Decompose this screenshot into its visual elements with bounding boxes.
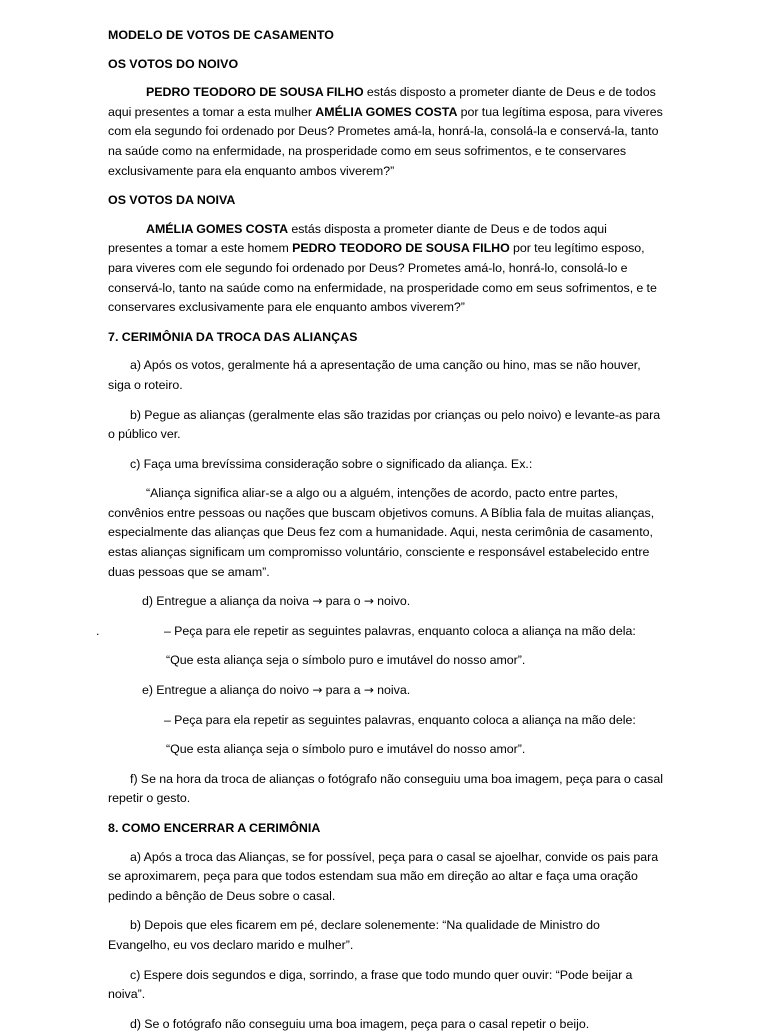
- bride-vows-heading: OS VOTOS DA NOIVA: [108, 193, 236, 208]
- item-d-text-post: noivo.: [373, 594, 411, 609]
- section-8-item-d: d) Se o fotógrafo não conseguiu uma boa imagem, peça para o casal repetir o beijo.: [130, 1016, 590, 1031]
- right-arrow-icon: →: [363, 683, 374, 698]
- section-7-item-d-words: “Que esta aliança seja o símbolo puro e imutável do nosso amor”.: [166, 653, 526, 668]
- section-8-item-a: a) Após a troca das Alianças, se for possível, peça para o casal se ajoelhar, convide os pais para se aproximarem, peça para que todos estendam sua mão em direção ao altar e faça uma oração pedindo a bênção de Deus sobre o casal.: [108, 849, 659, 903]
- bride-name: AMÉLIA GOMES COSTA: [146, 221, 289, 236]
- groom-name: PEDRO TEODORO DE SOUSA FILHO: [146, 85, 364, 100]
- section-7-item-e-dash: – Peça para ela repetir as seguintes palavras, enquanto coloca a aliança na mão dele:: [164, 712, 636, 727]
- item-e-text-pre: e) Entregue a aliança do noivo: [142, 683, 313, 698]
- bride-vow-text-part1: estás disposta a prometer diante de Deus e de todos aqui presentes a tomar a este homem: [108, 221, 607, 256]
- section-8-item-c: c) Espere dois segundos e diga, sorrindo, a frase que todo mundo quer ouvir: “Pode beijar a noiva”.: [108, 967, 633, 1002]
- right-arrow-icon: →: [312, 594, 323, 609]
- section-7-item-d-dash-row: [96, 622, 664, 642]
- bride-name-inline: AMÉLIA GOMES COSTA: [315, 104, 458, 119]
- item-e-text-mid: para a: [322, 683, 364, 698]
- item-d-text-pre: d) Entregue a aliança da noiva: [142, 594, 313, 609]
- groom-vows-heading: OS VOTOS DO NOIVO: [108, 56, 239, 71]
- groom-vow-text-part1: estás disposto a prometer diante de Deus e de todos aqui presentes a tomar a esta mulher: [108, 85, 656, 119]
- bride-vow-text-part2: por teu legítimo esposo, para viveres com ele segundo foi ordenado por Deus? Prometes amá-lo, honrá-lo, consolá-lo e conservá-lo, tanto na saúde como na enfermidade, na prosperidade como em seus sofrimentos, e te conservares exclusivamente para ele enquanto ambos viverem?”: [108, 241, 657, 315]
- section-7-item-d-dash: – Peça para ele repetir as seguintes palavras, enquanto coloca a aliança na mão dela:: [164, 623, 636, 638]
- section-7-item-b: b) Pegue as alianças (geralmente elas são trazidas por crianças ou pelo noivo) e levante-as para o público ver.: [108, 407, 661, 442]
- stray-period-mark: .: [96, 623, 100, 638]
- document-title: MODELO DE VOTOS DE CASAMENTO: [108, 28, 334, 42]
- groom-vow-text-part2: por tua legítima esposa, para viveres com ela segundo foi ordenado por Deus? Prometes amá-la, honrá-la, consolá-la e conservá-la, tanto na saúde como na enfermidade, na prosperidade como em seus sofrimentos, e te conservares exclusivamente para ela enquanto ambos viverem?”: [108, 104, 663, 178]
- groom-name-inline: PEDRO TEODORO DE SOUSA FILHO: [292, 241, 510, 256]
- section-7-heading: 7. CERIMÔNIA DA TROCA DAS ALIANÇAS: [108, 329, 358, 344]
- section-8-heading: 8. COMO ENCERRAR A CERIMÔNIA: [108, 821, 321, 835]
- document-body: [96, 26, 664, 1034]
- section-7-item-e-words: “Que esta aliança seja o símbolo puro e imutável do nosso amor”.: [166, 742, 526, 757]
- right-arrow-icon: →: [312, 683, 323, 698]
- bride-vows-paragraph: [108, 220, 664, 318]
- section-8-item-b: b) Depois que eles ficarem em pé, declare solenemente: “Na qualidade de Ministro do Evangelho, eu vos declaro marido e mulher”.: [108, 918, 600, 952]
- item-d-text-mid: para o: [322, 594, 364, 609]
- right-arrow-icon: →: [363, 594, 374, 609]
- section-7-item-e: [108, 681, 664, 701]
- section-7-item-a: a) Após os votos, geralmente há a apresentação de uma canção ou hino, mas se não houver, siga o roteiro.: [108, 358, 641, 392]
- section-7-item-c: c) Faça uma brevíssima consideração sobre o significado da aliança. Ex.:: [130, 456, 533, 471]
- section-7-item-f: f) Se na hora da troca de alianças o fotógrafo não conseguiu uma boa imagem, peça para o casal repetir o gesto.: [108, 771, 663, 806]
- item-e-text-post: noiva.: [373, 683, 411, 698]
- alliance-meaning-quote: “Aliança significa aliar-se a algo ou a alguém, intenções de acordo, pacto entre partes, convênios entre pessoas ou nações que buscam objetivos comuns. A Bíblia fala de muitas alianças, especialmente das alianças que Deus fez com a humanidade. Aqui, nesta cerimônia de casamento, estas alianças significam um compromisso voluntário, consciente e responsável estabelecido entre duas pessoas que se amam”.: [108, 486, 655, 579]
- groom-vows-paragraph: [108, 83, 664, 181]
- section-7-item-d: [108, 592, 664, 612]
